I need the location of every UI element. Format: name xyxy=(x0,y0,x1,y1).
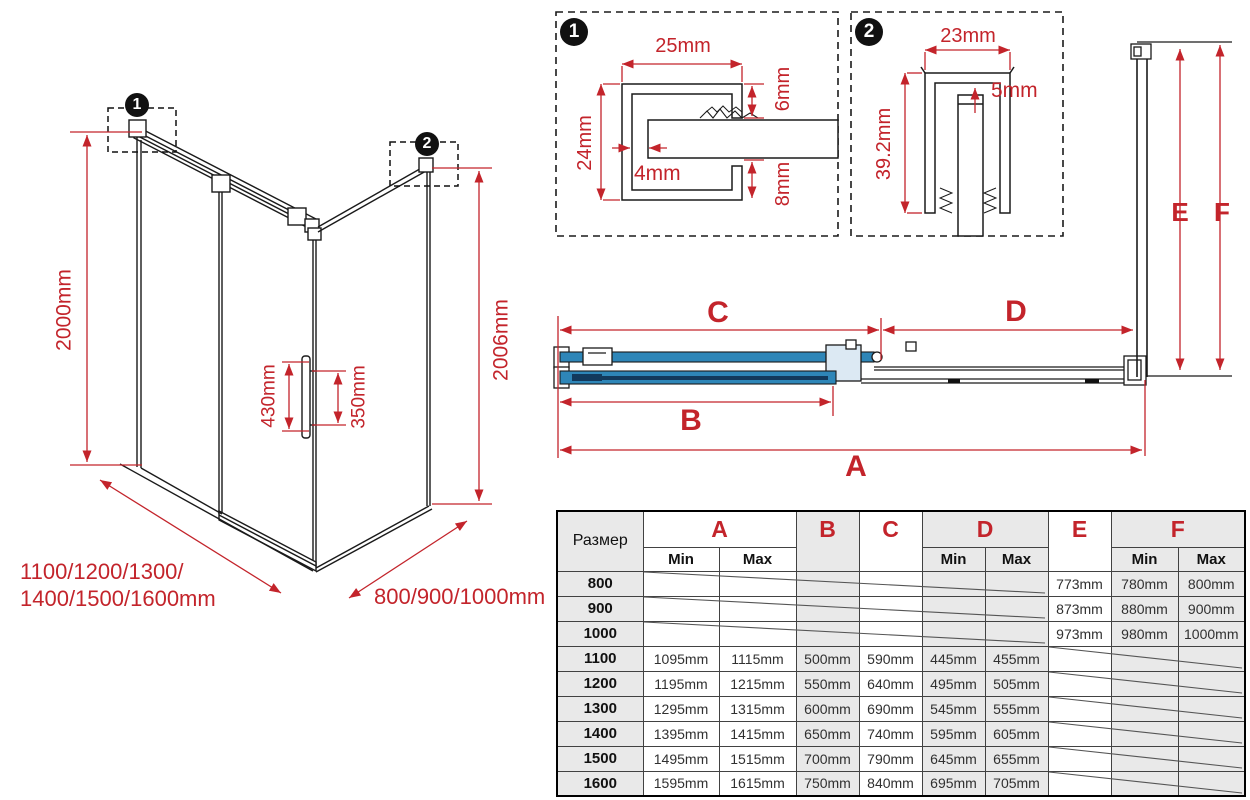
iso-panel-height-dim: 2006mm xyxy=(489,299,513,381)
value-cell xyxy=(796,596,859,621)
value-cell xyxy=(1178,746,1245,771)
value-cell: 595mm xyxy=(922,721,985,746)
plan-dim-letter-c: C xyxy=(707,296,729,329)
table-row xyxy=(557,696,1245,721)
value-cell xyxy=(1178,771,1245,796)
value-cell xyxy=(1178,646,1245,671)
value-cell xyxy=(1048,646,1111,671)
table-row xyxy=(557,721,1245,746)
value-cell: 973mm xyxy=(1048,621,1111,646)
detail2-width-dim: 23mm xyxy=(940,25,996,47)
table-row xyxy=(557,771,1245,796)
value-cell: 1615mm xyxy=(719,771,796,796)
value-cell: 555mm xyxy=(985,696,1048,721)
detail1-height-dim: 24mm xyxy=(574,115,596,171)
iso-handle-outer-dim: 430mm xyxy=(258,364,280,428)
value-cell xyxy=(1048,696,1111,721)
group-header-e: E xyxy=(1048,511,1111,571)
iso-enclosure-drawing xyxy=(120,120,433,572)
detail1-bottom-dim: 8mm xyxy=(772,161,794,207)
value-cell: 605mm xyxy=(985,721,1048,746)
iso-door-widths-line1: 1100/1200/1300/ xyxy=(20,559,184,584)
value-cell xyxy=(859,571,922,596)
iso-door-height-dim: 2000mm xyxy=(52,269,76,351)
row-size-cell: 1500 xyxy=(557,746,643,771)
value-cell xyxy=(719,571,796,596)
row-size-cell: 1100 xyxy=(557,646,643,671)
value-cell xyxy=(859,621,922,646)
value-cell: 1000mm xyxy=(1178,621,1245,646)
value-cell: 780mm xyxy=(1111,571,1178,596)
value-cell: 545mm xyxy=(922,696,985,721)
value-cell: 1095mm xyxy=(643,646,719,671)
table-row xyxy=(557,746,1245,771)
value-cell xyxy=(985,621,1048,646)
row-size-cell: 1400 xyxy=(557,721,643,746)
plan-dim-letter-e: E xyxy=(1171,197,1189,227)
value-cell: 900mm xyxy=(1178,596,1245,621)
table-row xyxy=(557,671,1245,696)
value-cell xyxy=(719,621,796,646)
value-cell: 550mm xyxy=(796,671,859,696)
value-cell: 445mm xyxy=(922,646,985,671)
value-cell xyxy=(1048,721,1111,746)
value-cell xyxy=(859,596,922,621)
value-cell xyxy=(1048,771,1111,796)
value-cell: 840mm xyxy=(859,771,922,796)
table-row xyxy=(557,596,1245,621)
detail2-height-dim: 39.2mm xyxy=(873,107,895,181)
value-cell xyxy=(1178,696,1245,721)
value-cell xyxy=(1111,646,1178,671)
table-row xyxy=(557,571,1245,596)
value-cell xyxy=(985,596,1048,621)
size-table-body xyxy=(557,571,1245,796)
value-cell xyxy=(643,596,719,621)
value-cell xyxy=(719,596,796,621)
value-cell: 1515mm xyxy=(719,746,796,771)
f-min-header: Min xyxy=(1111,547,1178,571)
value-cell: 1215mm xyxy=(719,671,796,696)
value-cell: 655mm xyxy=(985,746,1048,771)
value-cell: 645mm xyxy=(922,746,985,771)
value-cell xyxy=(643,621,719,646)
value-cell: 880mm xyxy=(1111,596,1178,621)
d-min-header: Min xyxy=(922,547,985,571)
iso-door-widths-line2: 1400/1500/1600mm xyxy=(20,586,216,611)
size-column-header: Размер xyxy=(557,511,643,571)
plan-dim-letter-b: B xyxy=(680,404,702,437)
detail1-top-dim: 6mm xyxy=(772,66,794,112)
detail1-gap-dim: 4mm xyxy=(634,162,681,185)
row-size-cell: 1300 xyxy=(557,696,643,721)
group-header-c: C xyxy=(859,511,922,571)
group-header-d: D xyxy=(922,511,1048,547)
row-size-cell: 1200 xyxy=(557,671,643,696)
value-cell xyxy=(796,621,859,646)
plan-dim-letter-d: D xyxy=(1005,295,1027,328)
value-cell: 790mm xyxy=(859,746,922,771)
value-cell: 1295mm xyxy=(643,696,719,721)
value-cell xyxy=(1111,696,1178,721)
value-cell: 640mm xyxy=(859,671,922,696)
value-cell: 800mm xyxy=(1178,571,1245,596)
group-header-f: F xyxy=(1111,511,1245,547)
value-cell xyxy=(922,621,985,646)
a-max-header: Max xyxy=(719,547,796,571)
iso-side-widths-label: 800/900/1000mm xyxy=(374,584,546,609)
row-size-cell: 1600 xyxy=(557,771,643,796)
value-cell xyxy=(1048,746,1111,771)
f-max-header: Max xyxy=(1178,547,1245,571)
value-cell: 740mm xyxy=(859,721,922,746)
value-cell xyxy=(1111,671,1178,696)
value-cell: 495mm xyxy=(922,671,985,696)
value-cell: 695mm xyxy=(922,771,985,796)
table-row xyxy=(557,646,1245,671)
plan-dim-letter-a: A xyxy=(845,450,867,483)
value-cell: 505mm xyxy=(985,671,1048,696)
value-cell: 1115mm xyxy=(719,646,796,671)
row-size-cell: 800 xyxy=(557,571,643,596)
detail2-number-badge: 2 xyxy=(855,18,883,46)
value-cell: 1415mm xyxy=(719,721,796,746)
value-cell xyxy=(985,571,1048,596)
value-cell: 1495mm xyxy=(643,746,719,771)
group-header-a: A xyxy=(643,511,796,547)
plan-dim-letter-f: F xyxy=(1214,197,1230,227)
value-cell: 1395mm xyxy=(643,721,719,746)
detail2-gap-dim: 5mm xyxy=(991,79,1038,102)
value-cell: 773mm xyxy=(1048,571,1111,596)
iso-callout1-badge: 1 xyxy=(125,93,149,117)
table-row xyxy=(557,621,1245,646)
value-cell: 750mm xyxy=(796,771,859,796)
value-cell xyxy=(796,571,859,596)
value-cell xyxy=(1111,721,1178,746)
group-header-b: B xyxy=(796,511,859,571)
value-cell: 455mm xyxy=(985,646,1048,671)
detail1-width-dim: 25mm xyxy=(655,35,711,57)
value-cell xyxy=(1048,671,1111,696)
row-size-cell: 1000 xyxy=(557,621,643,646)
row-size-cell: 900 xyxy=(557,596,643,621)
detail1-number-badge: 1 xyxy=(560,18,588,46)
value-cell: 600mm xyxy=(796,696,859,721)
d-max-header: Max xyxy=(985,547,1048,571)
value-cell: 590mm xyxy=(859,646,922,671)
value-cell xyxy=(1178,671,1245,696)
value-cell xyxy=(643,571,719,596)
value-cell xyxy=(1111,746,1178,771)
size-table xyxy=(556,510,1246,797)
value-cell: 705mm xyxy=(985,771,1048,796)
value-cell xyxy=(922,596,985,621)
value-cell xyxy=(922,571,985,596)
value-cell xyxy=(1178,721,1245,746)
value-cell: 1315mm xyxy=(719,696,796,721)
value-cell: 980mm xyxy=(1111,621,1178,646)
value-cell xyxy=(1111,771,1178,796)
value-cell: 500mm xyxy=(796,646,859,671)
iso-handle-holes-dim: 350mm xyxy=(348,365,370,429)
a-min-header: Min xyxy=(643,547,719,571)
iso-callout2-badge: 2 xyxy=(415,132,439,156)
value-cell: 1595mm xyxy=(643,771,719,796)
value-cell: 873mm xyxy=(1048,596,1111,621)
value-cell: 700mm xyxy=(796,746,859,771)
value-cell: 1195mm xyxy=(643,671,719,696)
value-cell: 690mm xyxy=(859,696,922,721)
value-cell: 650mm xyxy=(796,721,859,746)
